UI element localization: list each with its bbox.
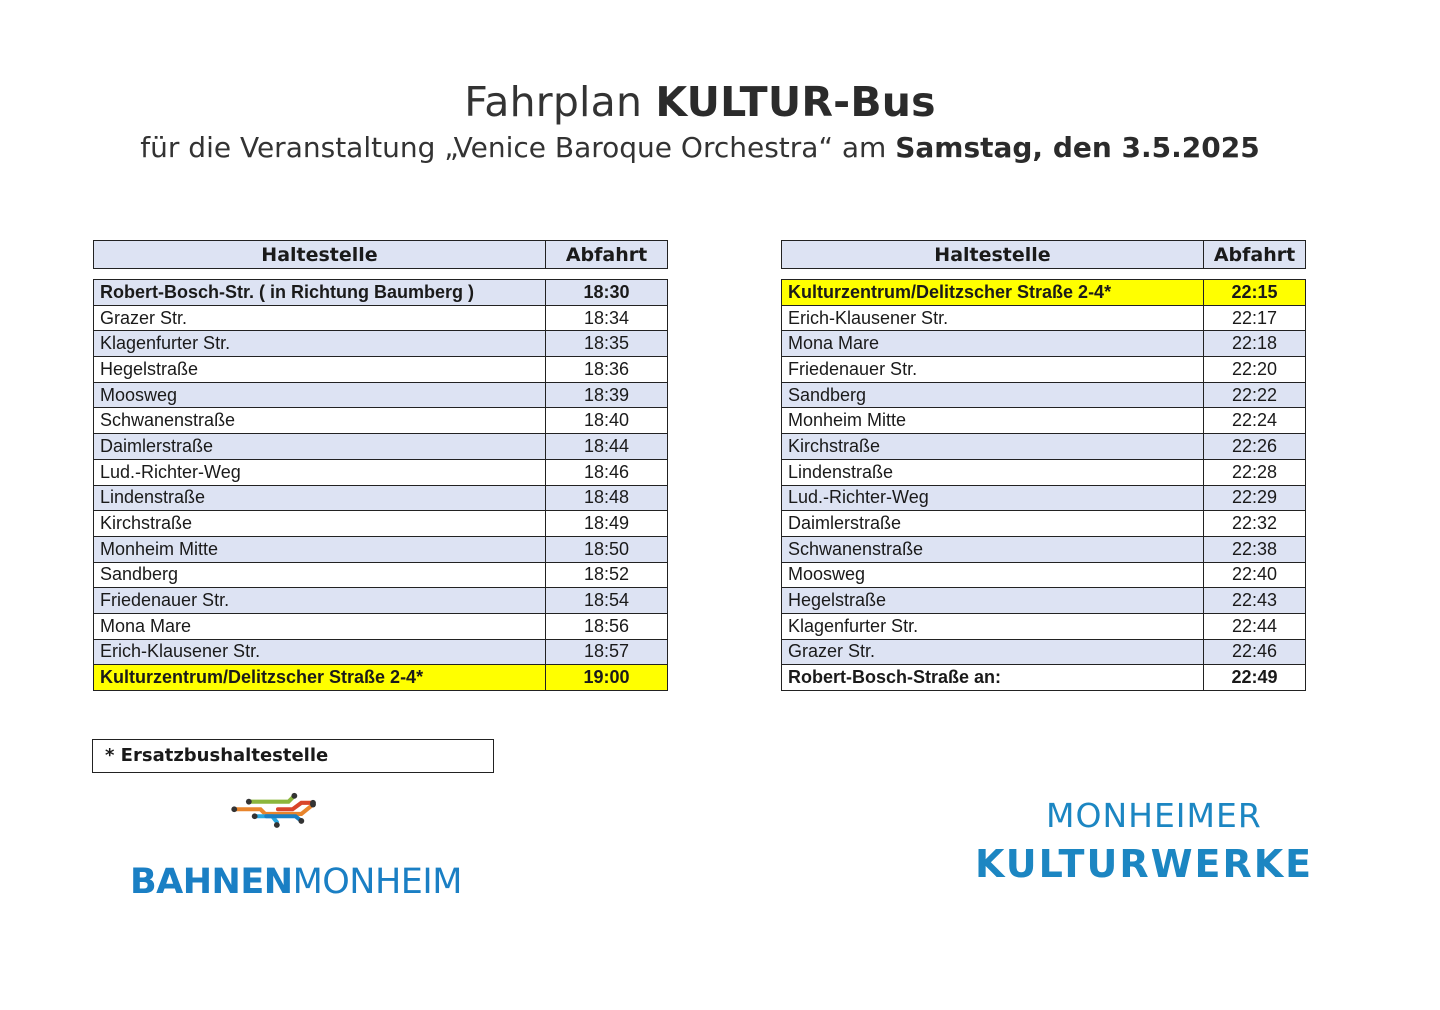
departure-time: 18:34 (546, 305, 668, 331)
wordmark-bold: BAHNEN (130, 862, 293, 902)
table-row (94, 511, 668, 537)
stop-name: Kulturzentrum/Delitzscher Straße 2-4* (782, 280, 1204, 306)
table-row (94, 613, 668, 639)
stop-name: Lindenstraße (94, 485, 546, 511)
departure-time: 18:56 (546, 613, 668, 639)
table-row (782, 613, 1306, 639)
stop-name: Grazer Str. (94, 305, 546, 331)
title-bold: KULTUR-Bus (655, 78, 936, 126)
stop-name: Moosweg (782, 562, 1204, 588)
departure-time: 18:48 (546, 485, 668, 511)
stop-name: Monheim Mitte (94, 536, 546, 562)
table-row (782, 511, 1306, 537)
departure-time: 22:40 (1204, 562, 1306, 588)
stop-name: Klagenfurter Str. (94, 331, 546, 357)
table-row (94, 408, 668, 434)
table-row (782, 434, 1306, 460)
departure-time: 22:32 (1204, 511, 1306, 537)
table-row (94, 434, 668, 460)
outbound-timetable (93, 240, 668, 691)
departure-time: 22:18 (1204, 331, 1306, 357)
departure-time: 18:40 (546, 408, 668, 434)
table-row (94, 536, 668, 562)
column-header-stop: Haltestelle (782, 241, 1204, 269)
column-header-time: Abfahrt (546, 241, 668, 269)
departure-time: 22:46 (1204, 639, 1306, 665)
departure-time: 19:00 (546, 665, 668, 691)
departure-time: 22:38 (1204, 536, 1306, 562)
table-row (94, 305, 668, 331)
kulturwerke-wordmark-top: MONHEIMER (1046, 796, 1262, 835)
bahnen-monheim-wordmark (130, 862, 462, 902)
table-row (94, 382, 668, 408)
wordmark-regular: MONHEIM (292, 862, 462, 902)
page-subtitle (0, 131, 1400, 164)
table-row (782, 331, 1306, 357)
table-row (782, 382, 1306, 408)
departure-time: 22:17 (1204, 305, 1306, 331)
stop-name: Kirchstraße (782, 434, 1204, 460)
stop-name: Robert-Bosch-Str. ( in Richtung Baumberg ) (94, 280, 546, 306)
stop-name: Kirchstraße (94, 511, 546, 537)
table-row (94, 562, 668, 588)
departure-time: 22:49 (1204, 665, 1306, 691)
departure-time: 18:35 (546, 331, 668, 357)
stop-name: Friedenauer Str. (94, 588, 546, 614)
table-row (782, 459, 1306, 485)
table-row (94, 280, 668, 306)
bahnen-monheim-logo (128, 790, 428, 860)
stop-name: Hegelstraße (94, 357, 546, 383)
departure-time: 18:36 (546, 357, 668, 383)
stop-name: Grazer Str. (782, 639, 1204, 665)
table-row (782, 536, 1306, 562)
departure-time: 18:39 (546, 382, 668, 408)
table-row (782, 588, 1306, 614)
stop-name: Lud.-Richter-Weg (94, 459, 546, 485)
spacer-row (782, 269, 1306, 280)
stop-name: Monheim Mitte (782, 408, 1204, 434)
table-row (782, 562, 1306, 588)
table-row (782, 357, 1306, 383)
stop-name: Robert-Bosch-Straße an: (782, 665, 1204, 691)
departure-time: 22:20 (1204, 357, 1306, 383)
stop-name: Friedenauer Str. (782, 357, 1204, 383)
page-title (0, 78, 1400, 126)
departure-time: 18:52 (546, 562, 668, 588)
table-row (782, 408, 1306, 434)
table-row (782, 280, 1306, 306)
table-row (94, 357, 668, 383)
departure-time: 18:30 (546, 280, 668, 306)
footnote-replacement-stop: * Ersatzbushaltestelle (92, 739, 494, 773)
departure-time: 22:26 (1204, 434, 1306, 460)
table-row (94, 459, 668, 485)
stop-name: Erich-Klausener Str. (94, 639, 546, 665)
stop-name: Sandberg (782, 382, 1204, 408)
departure-time: 18:46 (546, 459, 668, 485)
stop-name: Daimlerstraße (94, 434, 546, 460)
stop-name: Mona Mare (94, 613, 546, 639)
departure-time: 22:24 (1204, 408, 1306, 434)
table-row (94, 485, 668, 511)
table-row (782, 639, 1306, 665)
stop-name: Schwanenstraße (782, 536, 1204, 562)
column-header-time: Abfahrt (1204, 241, 1306, 269)
stop-name: Kulturzentrum/Delitzscher Straße 2-4* (94, 665, 546, 691)
table-row (94, 639, 668, 665)
stop-name: Schwanenstraße (94, 408, 546, 434)
stop-name: Lud.-Richter-Weg (782, 485, 1204, 511)
subtitle-prefix: für die Veranstaltung „Venice Baroque Orchestra“ am (140, 131, 887, 164)
departure-time: 22:44 (1204, 613, 1306, 639)
table-row (94, 588, 668, 614)
table-row (782, 485, 1306, 511)
departure-time: 22:43 (1204, 588, 1306, 614)
table-row (94, 665, 668, 691)
stop-name: Sandberg (94, 562, 546, 588)
stop-name: Mona Mare (782, 331, 1204, 357)
stop-name: Erich-Klausener Str. (782, 305, 1204, 331)
stop-name: Lindenstraße (782, 459, 1204, 485)
departure-time: 18:57 (546, 639, 668, 665)
departure-time: 22:15 (1204, 280, 1306, 306)
kulturwerke-wordmark-bottom: KULTURWERKE (975, 842, 1314, 886)
column-header-stop: Haltestelle (94, 241, 546, 269)
departure-time: 22:29 (1204, 485, 1306, 511)
departure-time: 22:28 (1204, 459, 1306, 485)
table-row (782, 305, 1306, 331)
departure-time: 18:49 (546, 511, 668, 537)
table-row (94, 331, 668, 357)
stop-name: Daimlerstraße (782, 511, 1204, 537)
departure-time: 18:54 (546, 588, 668, 614)
return-timetable (781, 240, 1306, 691)
spacer-row (94, 269, 668, 280)
stop-name: Hegelstraße (782, 588, 1204, 614)
stop-name: Moosweg (94, 382, 546, 408)
stop-name: Klagenfurter Str. (782, 613, 1204, 639)
title-prefix: Fahrplan (464, 78, 643, 126)
subtitle-date: Samstag, den 3.5.2025 (895, 131, 1260, 164)
departure-time: 18:50 (546, 536, 668, 562)
departure-time: 22:22 (1204, 382, 1306, 408)
departure-time: 18:44 (546, 434, 668, 460)
table-row (782, 665, 1306, 691)
